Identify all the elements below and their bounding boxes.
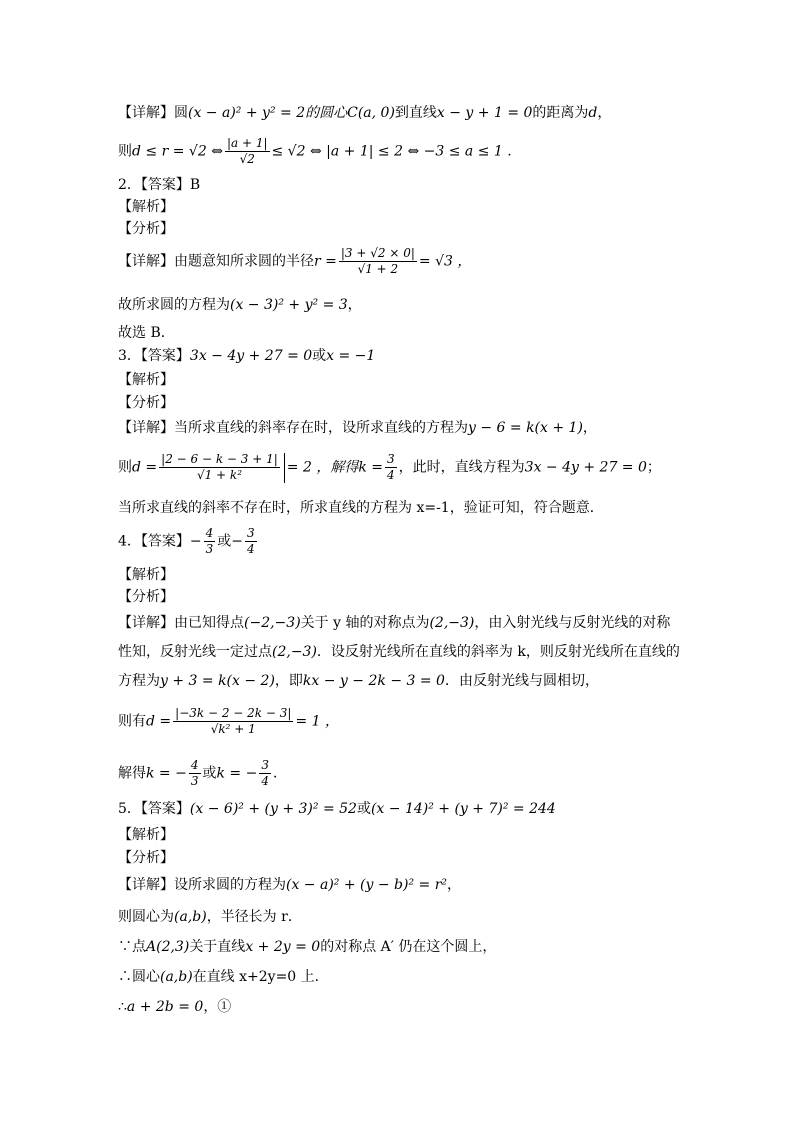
fraction bbox=[225, 136, 270, 167]
text-line bbox=[118, 452, 661, 483]
section-label: 【解析】 bbox=[118, 199, 174, 215]
text-span: ； bbox=[646, 459, 661, 476]
math-expr: (a,b) bbox=[174, 909, 207, 925]
fraction-denominator: 4 bbox=[247, 542, 255, 556]
math-expr: (x − a) bbox=[188, 105, 236, 121]
text-span: 性知，反射光线一定过点 bbox=[118, 644, 272, 660]
math-expr: x = −1 bbox=[326, 348, 376, 364]
fraction bbox=[259, 758, 271, 789]
fraction-denominator: 3 bbox=[205, 542, 214, 556]
section-label: 【解析】 bbox=[118, 567, 174, 583]
math-expr: r = bbox=[314, 253, 337, 270]
text-line bbox=[118, 908, 302, 926]
math-expr: A(2,3) bbox=[146, 939, 190, 955]
math-expr: (2,−3) bbox=[429, 615, 475, 631]
text-line bbox=[118, 614, 670, 632]
math-expr: 3x − 4y + 27 = 0 bbox=[189, 348, 313, 364]
text-span: 故所求圆的方程为 bbox=[118, 297, 230, 313]
text-span: 的距离为 bbox=[532, 105, 589, 121]
text-span: 或 bbox=[356, 801, 371, 817]
math-expr: (−2,−3) bbox=[244, 615, 301, 631]
text-span: 关于 y 轴的对称点为 bbox=[300, 615, 430, 631]
math-expr: k = − bbox=[216, 765, 258, 782]
text-span: ，此时，直线方程为 bbox=[398, 459, 525, 476]
fraction bbox=[159, 452, 280, 483]
math-expr: kx − y − 2k − 3 = 0 bbox=[302, 673, 445, 689]
math-expr: d bbox=[588, 105, 598, 121]
text-span: 关于直线 bbox=[189, 939, 246, 955]
text-span: 或 bbox=[217, 533, 232, 550]
answer-heading bbox=[118, 526, 259, 557]
text-span: ∴ bbox=[118, 999, 127, 1015]
text-span: 【详解】由题意知所求圆的半径 bbox=[118, 253, 314, 270]
fraction-numerator: 3 bbox=[261, 758, 269, 772]
text-span: ，半径长为 r． bbox=[206, 909, 302, 925]
text-span: 到直线 bbox=[394, 105, 437, 121]
fraction-denominator: √1 + k² bbox=[196, 468, 242, 482]
section-label: 【解析】 bbox=[118, 827, 174, 843]
text-span: 5．【答案】 bbox=[118, 801, 190, 817]
text-line bbox=[118, 136, 512, 167]
text-span: ，由入射光线与反射光线的对称 bbox=[474, 615, 671, 631]
text-span: ∴圆心 bbox=[118, 969, 160, 985]
math-expr: ≤ √2 ⇔ |a + 1| ≤ 2 ⇔ −3 ≤ a ≤ 1 . bbox=[271, 143, 512, 160]
text-span: ．设反射光线所在直线的斜率为 k，则反射光线所在直线的 bbox=[316, 644, 680, 660]
answer-heading: 2．【答案】B bbox=[118, 177, 201, 193]
text-line bbox=[118, 104, 611, 122]
text-span: 则圆心为 bbox=[118, 909, 174, 925]
fraction-numerator: |−3k − 2 − 2k − 3| bbox=[175, 706, 292, 720]
text-span: 4．【答案】 bbox=[118, 533, 190, 550]
text-span: 【详解】圆 bbox=[118, 105, 188, 121]
fraction-denominator: 4 bbox=[387, 468, 395, 482]
text-span: ， bbox=[447, 877, 462, 893]
fraction-numerator: 3 bbox=[247, 526, 255, 540]
text-span: 的对称点 A′ 仍在这个圆上， bbox=[320, 939, 497, 955]
text-span: 方程为 bbox=[118, 673, 160, 689]
text-span: 在直线 x+2y=0 上． bbox=[192, 969, 329, 985]
text-line bbox=[118, 643, 680, 661]
text-line bbox=[118, 419, 597, 437]
text-line bbox=[118, 246, 471, 277]
fraction bbox=[204, 526, 216, 557]
section-label: 【分析】 bbox=[118, 221, 174, 237]
text-line: 当所求直线的斜率不存在时，所求直线的方程为 x=-1，验证可知，符合题意． bbox=[118, 500, 604, 516]
math-expr: k = bbox=[358, 459, 384, 476]
text-line bbox=[118, 296, 362, 314]
math-expr: y + 3 = k(x − 2) bbox=[160, 673, 275, 689]
section-label: 【解析】 bbox=[118, 372, 174, 388]
fraction-numerator: 3 bbox=[387, 452, 395, 466]
math-expr: d = bbox=[132, 459, 158, 476]
math-expr: (2,−3) bbox=[272, 644, 317, 660]
math-expr: (a,b) bbox=[160, 969, 193, 985]
text-span: 或 bbox=[312, 348, 327, 364]
math-expr: d ≤ r = √2 ⇔ bbox=[132, 143, 223, 160]
text-line bbox=[118, 758, 287, 789]
text-span: 或 bbox=[202, 765, 217, 782]
math-expr: d = bbox=[146, 713, 172, 730]
text-span: 解得 bbox=[118, 765, 146, 782]
fraction-denominator: √1 + 2 bbox=[357, 262, 399, 276]
text-span: ． bbox=[273, 765, 287, 782]
fraction bbox=[173, 706, 293, 737]
text-span: 【详解】当所求直线的斜率存在时，设所求直线的方程为 bbox=[118, 420, 468, 436]
fraction-denominator: √2 bbox=[239, 152, 255, 166]
math-expr: (x − 6)² + (y + 3)² = 52 bbox=[189, 801, 357, 817]
fraction-numerator: 4 bbox=[190, 758, 199, 772]
abs-bar bbox=[284, 453, 285, 483]
math-expr: (x − 14)² + (y + 7)² = 244 bbox=[370, 801, 556, 817]
fraction-denominator: √k² + 1 bbox=[210, 722, 256, 736]
math-expr: − bbox=[189, 533, 202, 550]
fraction-denominator: 4 bbox=[261, 774, 269, 788]
math-expr: (x − 3)² + y² = 3 bbox=[230, 297, 348, 313]
math-expr: = 2 ，解得 bbox=[286, 459, 359, 476]
text-line bbox=[118, 968, 329, 986]
math-expr: (x − a)² + (y − b)² = r² bbox=[286, 877, 448, 893]
text-span: ， bbox=[597, 105, 612, 121]
text-line bbox=[118, 938, 496, 956]
text-line: 故选 B． bbox=[118, 325, 175, 341]
fraction-numerator: 4 bbox=[205, 526, 214, 540]
fraction-numerator: |3 + √2 × 0| bbox=[340, 246, 415, 260]
section-label: 【分析】 bbox=[118, 850, 174, 866]
fraction-numerator: |a + 1| bbox=[226, 136, 268, 150]
math-expr: ² + y² = 2的圆心 bbox=[235, 105, 348, 121]
fraction bbox=[189, 758, 201, 789]
math-expr: k = − bbox=[146, 765, 187, 782]
text-span: 则 bbox=[118, 143, 132, 160]
math-expr: a + 2b = 0 bbox=[126, 999, 204, 1015]
text-span: ，① bbox=[203, 999, 232, 1015]
answer-heading bbox=[118, 347, 375, 365]
math-expr: 3x − 4y + 27 = 0 bbox=[524, 459, 647, 476]
text-span: 则有 bbox=[118, 713, 146, 730]
math-expr: − bbox=[231, 533, 244, 550]
math-expr: x + 2y = 0 bbox=[245, 939, 321, 955]
text-span: ，即 bbox=[274, 673, 303, 689]
text-span: ， bbox=[347, 297, 362, 313]
text-span: ．由反射光线与圆相切， bbox=[444, 673, 599, 689]
text-span: 【详解】由已知得点 bbox=[118, 615, 244, 631]
math-expr: = 1 ， bbox=[295, 713, 339, 730]
answer-heading bbox=[118, 800, 556, 818]
math-expr: C(a, 0) bbox=[347, 105, 395, 121]
section-label: 【分析】 bbox=[118, 395, 174, 411]
text-line bbox=[118, 706, 339, 737]
text-span: 【详解】设所求圆的方程为 bbox=[118, 877, 286, 893]
text-span: ， bbox=[582, 420, 597, 436]
text-span: ∵点 bbox=[118, 939, 146, 955]
fraction-numerator: |2 − 6 − k − 3 + 1| bbox=[161, 452, 278, 466]
text-span: 则 bbox=[118, 459, 132, 476]
text-line bbox=[118, 998, 231, 1016]
fraction bbox=[385, 452, 397, 483]
math-expr: x − y + 1 = 0 bbox=[436, 105, 533, 121]
text-line bbox=[118, 672, 599, 690]
section-label: 【分析】 bbox=[118, 589, 174, 605]
text-span: 3．【答案】 bbox=[118, 348, 190, 364]
text-line bbox=[118, 876, 461, 894]
fraction bbox=[339, 246, 417, 277]
math-expr: y − 6 = k(x + 1) bbox=[468, 420, 583, 436]
fraction-denominator: 3 bbox=[190, 774, 199, 788]
fraction bbox=[245, 526, 257, 557]
math-expr: = √3 ， bbox=[418, 253, 472, 270]
